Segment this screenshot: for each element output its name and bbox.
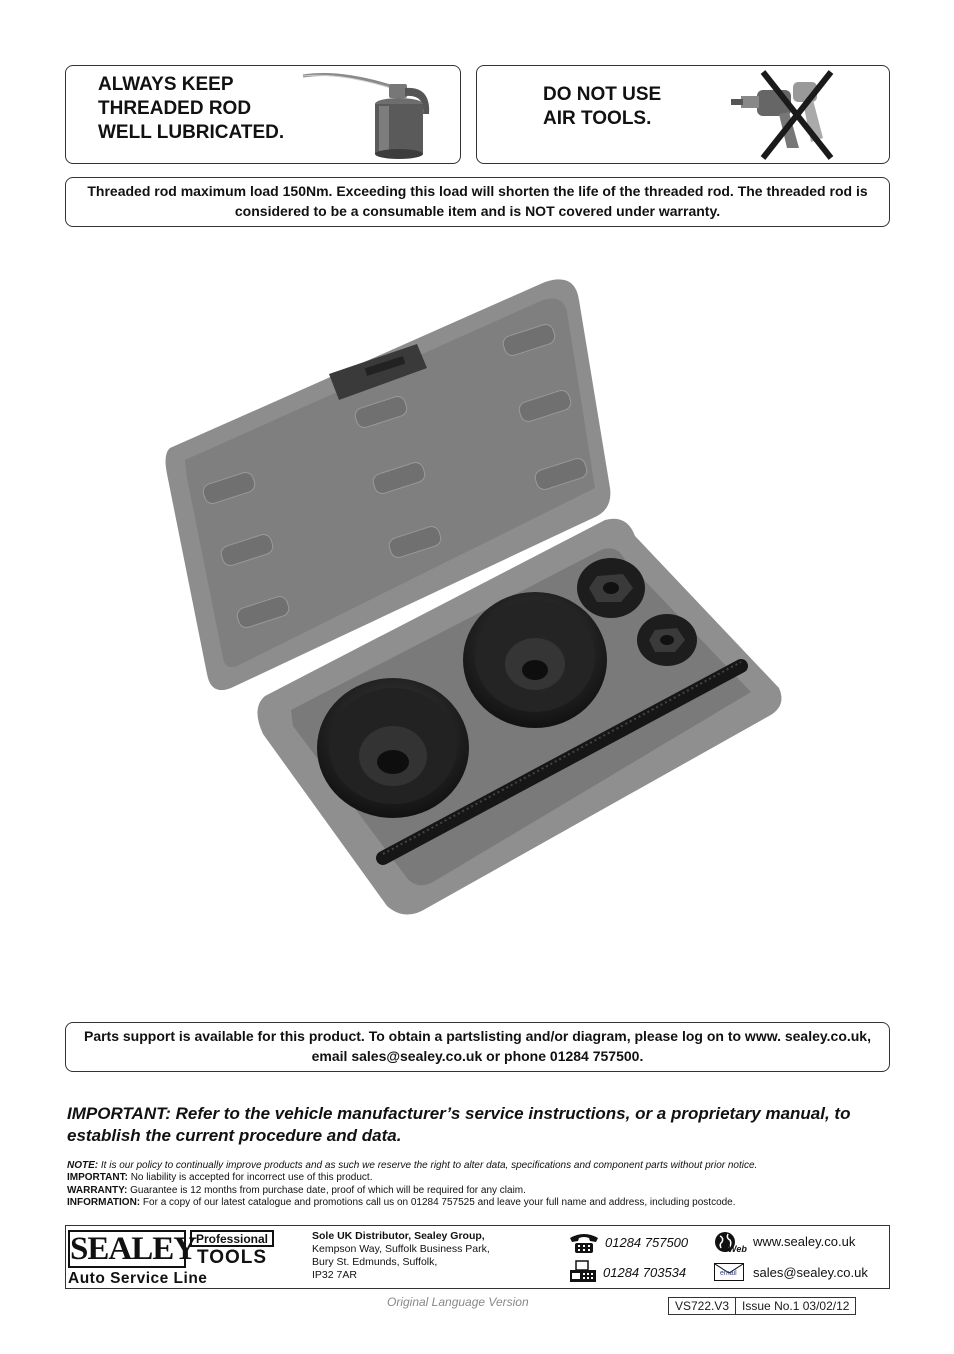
envelope-icon: email: [714, 1263, 744, 1281]
load-notice-box: [65, 177, 890, 227]
information-line: INFORMATION: For a copy of our latest catalogue and promotions call us on 01284 757525 and leave your full name and address, including postcode.: [67, 1196, 736, 1208]
lubricate-warning-text: ALWAYS KEEP THREADED ROD WELL LUBRICATED.: [98, 74, 285, 143]
phone-number: 01284 757500: [605, 1235, 689, 1250]
telephone-icon: [568, 1232, 600, 1254]
doc-code: VS722.V3: [675, 1299, 730, 1313]
note-line: NOTE: It is our policy to continually improve products and as such we reserve the right to alter data, specifications and component parts without prior notice.: [67, 1160, 758, 1171]
warranty-line: WARRANTY: Guarantee is 12 months from purchase date, proof of which will be required for any claim.: [67, 1184, 526, 1196]
email-link[interactable]: sales@sealey.co.uk: [753, 1265, 868, 1280]
fax-number: 01284 703534: [603, 1265, 687, 1280]
product-image: [165, 278, 785, 930]
load-notice-text: Threaded rod maximum load 150Nm. Exceeding this load will shorten the life of the threaded rod. The threaded rod is considered to be a consumable item and is NOT covered under warranty.: [87, 183, 868, 219]
footer-box: [65, 1225, 890, 1289]
air-tools-warning-text: DO NOT USE AIR TOOLS.: [543, 84, 662, 129]
website-link[interactable]: www.sealey.co.uk: [753, 1234, 856, 1249]
parts-support-text: Parts support is available for this product. To obtain a partslisting and/or diagram, please log on to www. sealey.co.uk, email sales@sealey.co.uk or phone 01284 757500.: [83, 1028, 871, 1064]
logo-brand: SEALEY: [70, 1231, 197, 1267]
oil-can-icon: [301, 68, 441, 160]
issue-label: [668, 1297, 856, 1315]
issue-number: Issue No.1 03/02/12: [735, 1298, 855, 1314]
fax-icon: [568, 1260, 598, 1284]
air-tools-warning-box: [476, 65, 890, 164]
logo-line: Auto Service Line: [68, 1270, 208, 1287]
parts-support-box: [65, 1022, 890, 1072]
sealey-logo: [68, 1228, 274, 1288]
distributor-address: Sole UK Distributor, Sealey Group, Kempson Way, Suffolk Business Park, Bury St. Edmunds, Suffolk, IP32 7AR: [312, 1230, 490, 1281]
important-line: IMPORTANT: No liability is accepted for incorrect use of this product.: [67, 1172, 373, 1184]
important-heading: IMPORTANT: Refer to the vehicle manufacturer’s service instructions, or a proprietary manual, to establish the current procedure and data.: [67, 1104, 851, 1145]
no-air-tools-icon: [727, 68, 847, 162]
lubricate-warning-box: [65, 65, 461, 164]
language-version-note: Original Language Version: [387, 1295, 529, 1309]
logo-professional: Professional: [190, 1230, 274, 1247]
fine-print: [67, 1160, 897, 1209]
logo-tools: TOOLS: [196, 1247, 268, 1268]
web-icon-label: Web: [728, 1244, 747, 1254]
